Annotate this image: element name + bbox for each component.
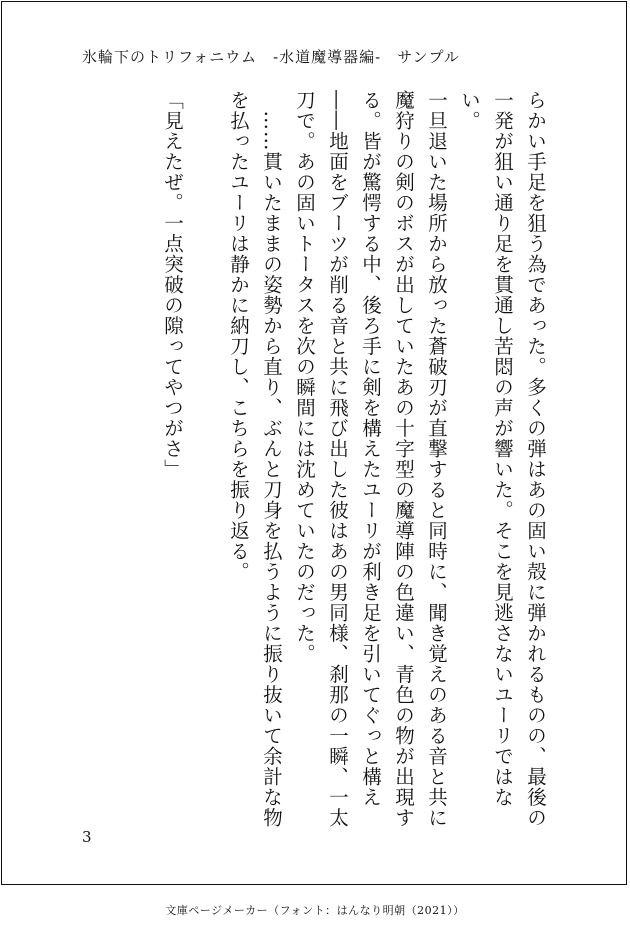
body-line: を払ったユーリは静かに納刀し、こちらを振り返る。 — [227, 90, 250, 582]
body-line: 刀で。あの固いトータスを次の瞬間には沈めていたのだった。 — [293, 90, 316, 664]
body-line: る。皆が驚愕する中、後ろ手に剣を構えたユーリが利き足を引いてぐっと構え — [359, 90, 382, 808]
body-line: ……貫いたままの姿勢から直り、ぶんと刀身を払うように振り抜いて余計な物 — [260, 90, 283, 828]
body-line: 一旦退いた場所から放った蒼破刃が直撃すると同時に、聞き覚えのある音と共に — [425, 90, 448, 828]
body-line: 一発が狙い通り足を貫通し苦悶の声が響いた。そこを見逃さないユーリではない。 — [458, 90, 514, 808]
footer-credit: 文庫ページメーカー（フォント：はんなり明朝（2021）） — [165, 904, 465, 917]
body-line-blank — [189, 90, 222, 830]
body-line: ――地面をブーツが削る音と共に飛び出した彼はあの男同様、刹那の一瞬、一太 — [326, 90, 349, 828]
body-line: らかい手足を狙う為であった。多くの弾はあの固い殻に弾かれるものの、最後の — [524, 90, 547, 828]
page-number: 3 — [82, 828, 92, 846]
body-text — [161, 90, 552, 830]
body-line: 「見えたぜ。一点突破の隙ってやつがさ」 — [161, 90, 184, 480]
header-title: 氷輪下のトリフォニウム -水道魔導器編- サンプル — [82, 48, 460, 66]
page-frame — [1, 1, 627, 885]
body-line: 魔狩りの剣のボスが出していたあの十字型の魔導陣の色違い、青色の物が出現す — [392, 90, 415, 828]
